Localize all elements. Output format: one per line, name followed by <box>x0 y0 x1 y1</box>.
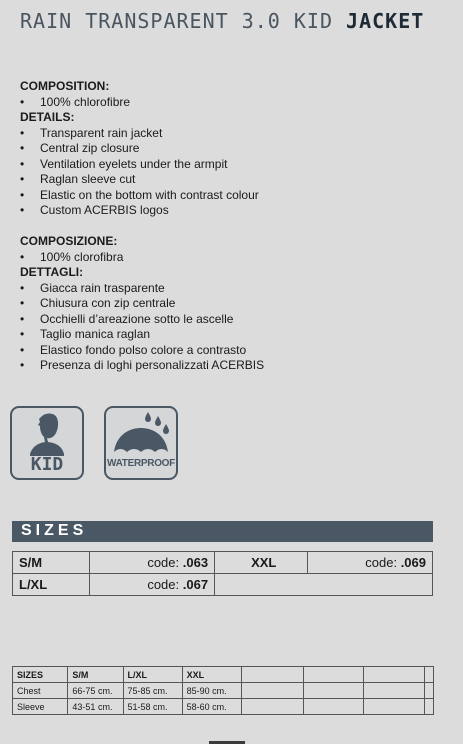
table-row <box>13 552 433 574</box>
code-label: code: <box>147 555 180 570</box>
composition-heading: COMPOSITION: <box>20 79 110 93</box>
code-value: .069 <box>400 555 426 570</box>
table-cell: Sleeve <box>13 699 68 715</box>
code-value: .067 <box>182 577 209 592</box>
composizione-item: • 100% clorofibra <box>20 250 264 266</box>
table-cell: 75-85 cm. <box>123 683 182 699</box>
table-header-row <box>13 667 434 683</box>
size-cell: XXL <box>215 552 308 574</box>
product-title-type: JACKET <box>346 9 425 33</box>
header-cell <box>425 667 434 683</box>
code-cell <box>308 552 433 574</box>
table-row <box>13 683 434 699</box>
dettagli-heading: DETTAGLI: <box>20 265 84 279</box>
composizione-heading: COMPOSIZIONE: <box>20 234 118 248</box>
table-cell: 66-75 cm. <box>68 683 123 699</box>
measurements-table <box>12 666 434 715</box>
header-cell <box>241 667 303 683</box>
code-cell <box>90 552 215 574</box>
dettagli-item: • Giacca rain trasparente <box>20 281 264 297</box>
dettagli-item: • Occhielli d’areazione sotto le ascelle <box>20 312 264 328</box>
header-cell: XXL <box>182 667 241 683</box>
header-cell <box>304 667 364 683</box>
table-cell <box>304 699 364 715</box>
waterproof-badge <box>104 406 178 480</box>
details-item: • Custom ACERBIS logos <box>20 203 259 219</box>
empty-cell <box>215 574 433 596</box>
sizes-header-bar <box>12 521 433 542</box>
table-cell <box>425 699 434 715</box>
table-cell <box>241 683 303 699</box>
kid-icon <box>12 410 82 456</box>
details-item: • Central zip closure <box>20 141 259 157</box>
composition-item: • 100% chlorofibre <box>20 95 259 111</box>
table-cell <box>364 683 425 699</box>
header-cell: S/M <box>68 667 123 683</box>
dettagli-item: • Presenza di loghi personalizzati ACERBIS <box>20 358 264 374</box>
italian-specs <box>20 234 264 374</box>
dettagli-item: • Elastico fondo polso colore a contrasto <box>20 343 264 359</box>
header-cell: L/XL <box>123 667 182 683</box>
product-title-main: RAIN TRANSPARENT 3.0 KID <box>20 9 333 33</box>
product-title <box>20 9 424 33</box>
code-label: code: <box>365 555 398 570</box>
details-item: • Ventilation eyelets under the armpit <box>20 157 259 173</box>
details-heading: DETAILS: <box>20 110 75 124</box>
table-cell: 43-51 cm. <box>68 699 123 715</box>
table-cell: 51-58 cm. <box>123 699 182 715</box>
code-label: code: <box>147 577 180 592</box>
dettagli-item: • Chiusura con zip centrale <box>20 296 264 312</box>
table-cell: 85-90 cm. <box>182 683 241 699</box>
code-value: .063 <box>182 555 209 570</box>
table-row <box>13 699 434 715</box>
size-codes-table <box>12 551 433 596</box>
waterproof-icon <box>106 408 176 456</box>
table-row <box>13 574 433 596</box>
size-cell: L/XL <box>13 574 90 596</box>
code-cell <box>90 574 215 596</box>
header-cell: SIZES <box>13 667 68 683</box>
table-cell <box>364 699 425 715</box>
kid-label: KID <box>30 454 64 475</box>
table-cell: 58-60 cm. <box>182 699 241 715</box>
sizes-heading: SIZES <box>21 522 88 539</box>
english-specs <box>20 79 259 219</box>
table-cell: Chest <box>13 683 68 699</box>
header-cell <box>364 667 425 683</box>
table-cell <box>241 699 303 715</box>
details-item: • Transparent rain jacket <box>20 126 259 142</box>
details-item: • Raglan sleeve cut <box>20 172 259 188</box>
waterproof-label: WATERPROOF <box>107 458 175 469</box>
dettagli-item: • Taglio manica raglan <box>20 327 264 343</box>
size-cell: S/M <box>13 552 90 574</box>
kid-badge <box>10 406 84 480</box>
table-cell <box>425 683 434 699</box>
table-cell <box>304 683 364 699</box>
details-item: • Elastic on the bottom with contrast colour <box>20 188 259 204</box>
